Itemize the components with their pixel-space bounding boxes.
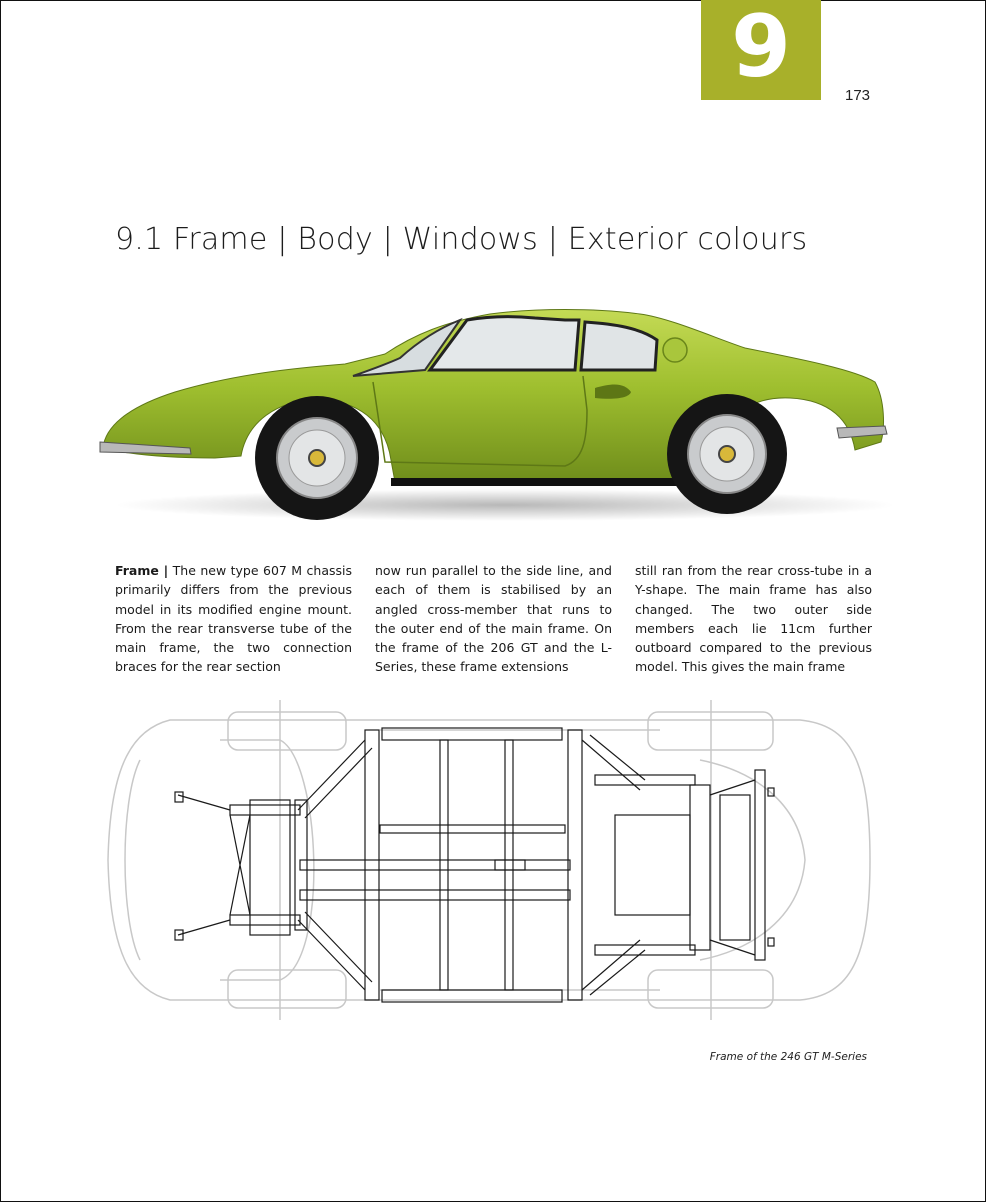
chapter-number: 9: [731, 0, 791, 97]
column-1-text: The new type 607 M chassis primarily differs from the previous model in its modified engine mount. From the rear transverse tube of the main frame, the two connection braces for the rear section: [115, 563, 352, 675]
text-column-1: [115, 561, 352, 677]
lead-in: Frame |: [115, 563, 169, 578]
page-number: 173: [845, 87, 871, 104]
front-wheel: [255, 396, 379, 520]
rear-wheel: [667, 394, 787, 514]
text-column-2: now run parallel to the side line, and each of them is stabilised by an angled cross-member that runs to the outer end of the main frame. On the frame of the 206 GT and the L-Series, these frame extensions: [375, 563, 612, 675]
chapter-tab: [701, 0, 821, 100]
car-side-photo: [95, 300, 895, 530]
section-title: 9.1 Frame | Body | Windows | Exterior colours: [115, 222, 808, 257]
frame-drawing: [100, 700, 875, 1020]
text-column-3: still ran from the rear cross-tube in a Y-shape. The main frame has also changed. The two outer side members each lie 11cm further outboard compared to the previous model. This gives the main frame: [635, 563, 872, 675]
figure-caption: Frame of the 246 GT M-Series: [709, 1051, 867, 1063]
body-text: [115, 561, 872, 677]
